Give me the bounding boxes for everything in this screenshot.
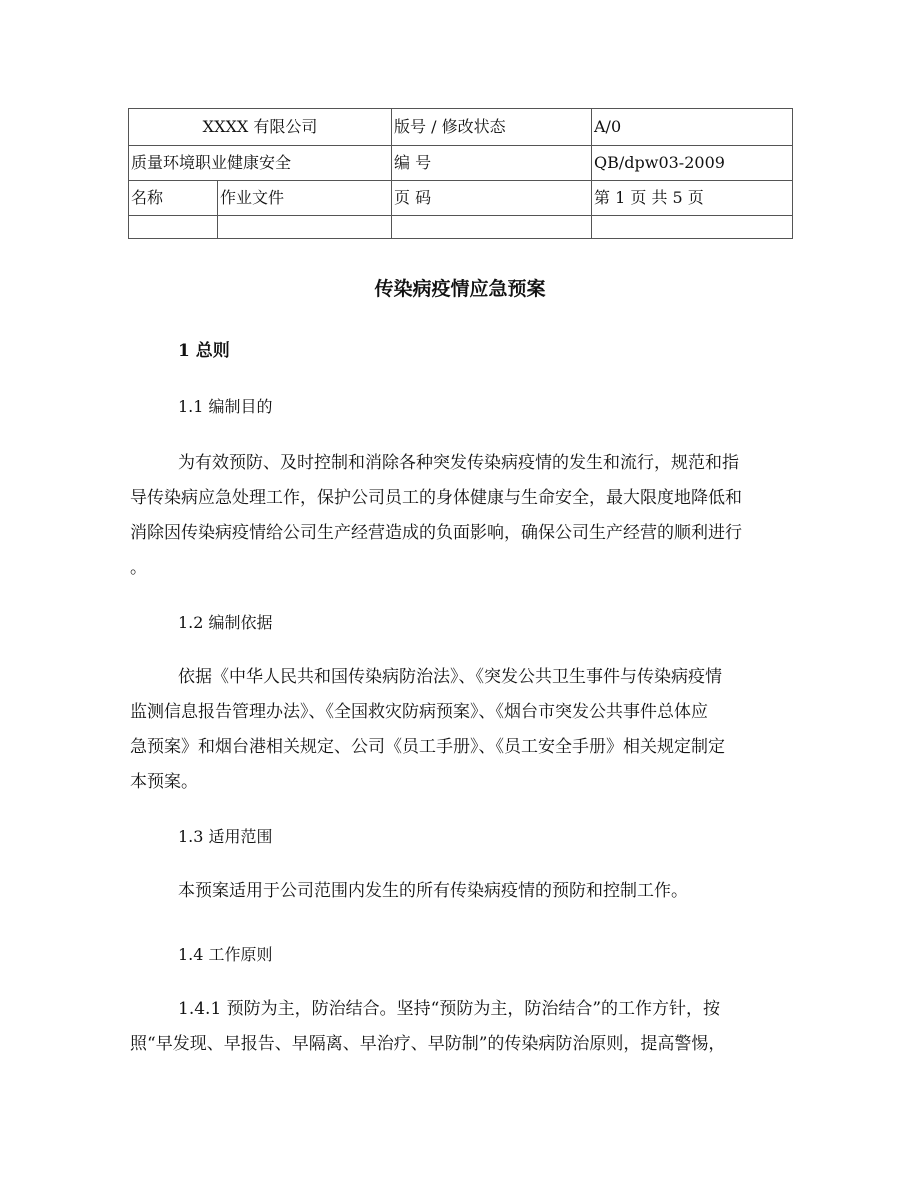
- section-1-1-heading: 1.1 编制目的: [178, 397, 273, 416]
- section-1-3-heading: 1.3 适用范围: [178, 827, 273, 846]
- paragraph-line: 本预案。: [130, 772, 198, 792]
- paragraph-line: 导传染病应急处理工作，保护公司员工的身体健康与生命安全，最大限度地降低和: [130, 488, 742, 508]
- empty-cell: [592, 216, 793, 239]
- section-1-1-paragraph: [130, 446, 796, 586]
- empty-cell: [218, 216, 392, 239]
- paragraph-line: 依据《中华人民共和国传染病防治法》、《突发公共卫生事件与传染病疫情: [178, 667, 722, 687]
- section-1-4-heading: 1.4 工作原则: [178, 945, 273, 964]
- name-label: 名称: [129, 181, 218, 216]
- paragraph-line: 为有效预防、及时控制和消除各种突发传染病疫情的发生和流行，规范和指: [178, 453, 739, 473]
- section-1-3-paragraph: [130, 874, 796, 909]
- header-row-2: [129, 146, 793, 181]
- paragraph-line: 照“早发现、早报告、早隔离、早治疗、早防制”的传染病防治原则，提高警惕，: [130, 1034, 726, 1054]
- paragraph-line: 。: [130, 558, 147, 578]
- number-label: 编 号: [392, 146, 592, 181]
- version-value: A/0: [592, 109, 793, 146]
- document-title: 传染病疫情应急预案: [374, 278, 546, 300]
- header-row-3: [129, 181, 793, 216]
- paragraph-line: 监测信息报告管理办法》、《全国救灾防病预案》、《烟台市突发公共事件总体应: [130, 702, 708, 722]
- paragraph-line: 急预案》和烟台港相关规定、公司《员工手册》、《员工安全手册》相关规定制定: [130, 737, 725, 757]
- header-row-1: [129, 109, 793, 146]
- document-header-table: [128, 108, 793, 239]
- company-name: XXXX 有限公司: [129, 109, 392, 146]
- section-1-2-paragraph: [130, 660, 796, 800]
- empty-cell: [129, 216, 218, 239]
- paragraph-line: 本预案适用于公司范围内发生的所有传染病疫情的预防和控制工作。: [178, 881, 688, 901]
- version-label: 版号 / 修改状态: [392, 109, 592, 146]
- section-1-4-paragraph: [130, 992, 796, 1062]
- paragraph-line: 1.4.1 预防为主，防治结合。坚持“预防为主，防治结合”的工作方针，按: [178, 999, 721, 1019]
- system-name: 质量环境职业健康安全: [129, 146, 392, 181]
- page-label: 页 码: [392, 181, 592, 216]
- section-1-2-heading: 1.2 编制依据: [178, 613, 273, 632]
- paragraph-line: 消除因传染病疫情给公司生产经营造成的负面影响，确保公司生产经营的顺利进行: [130, 523, 742, 543]
- number-value: QB/dpw03-2009: [592, 146, 793, 181]
- section-1-heading: 1 总则: [178, 341, 230, 361]
- header-row-4-empty: [129, 216, 793, 239]
- page-value: 第 1 页 共 5 页: [592, 181, 793, 216]
- empty-cell: [392, 216, 592, 239]
- doc-type: 作业文件: [218, 181, 392, 216]
